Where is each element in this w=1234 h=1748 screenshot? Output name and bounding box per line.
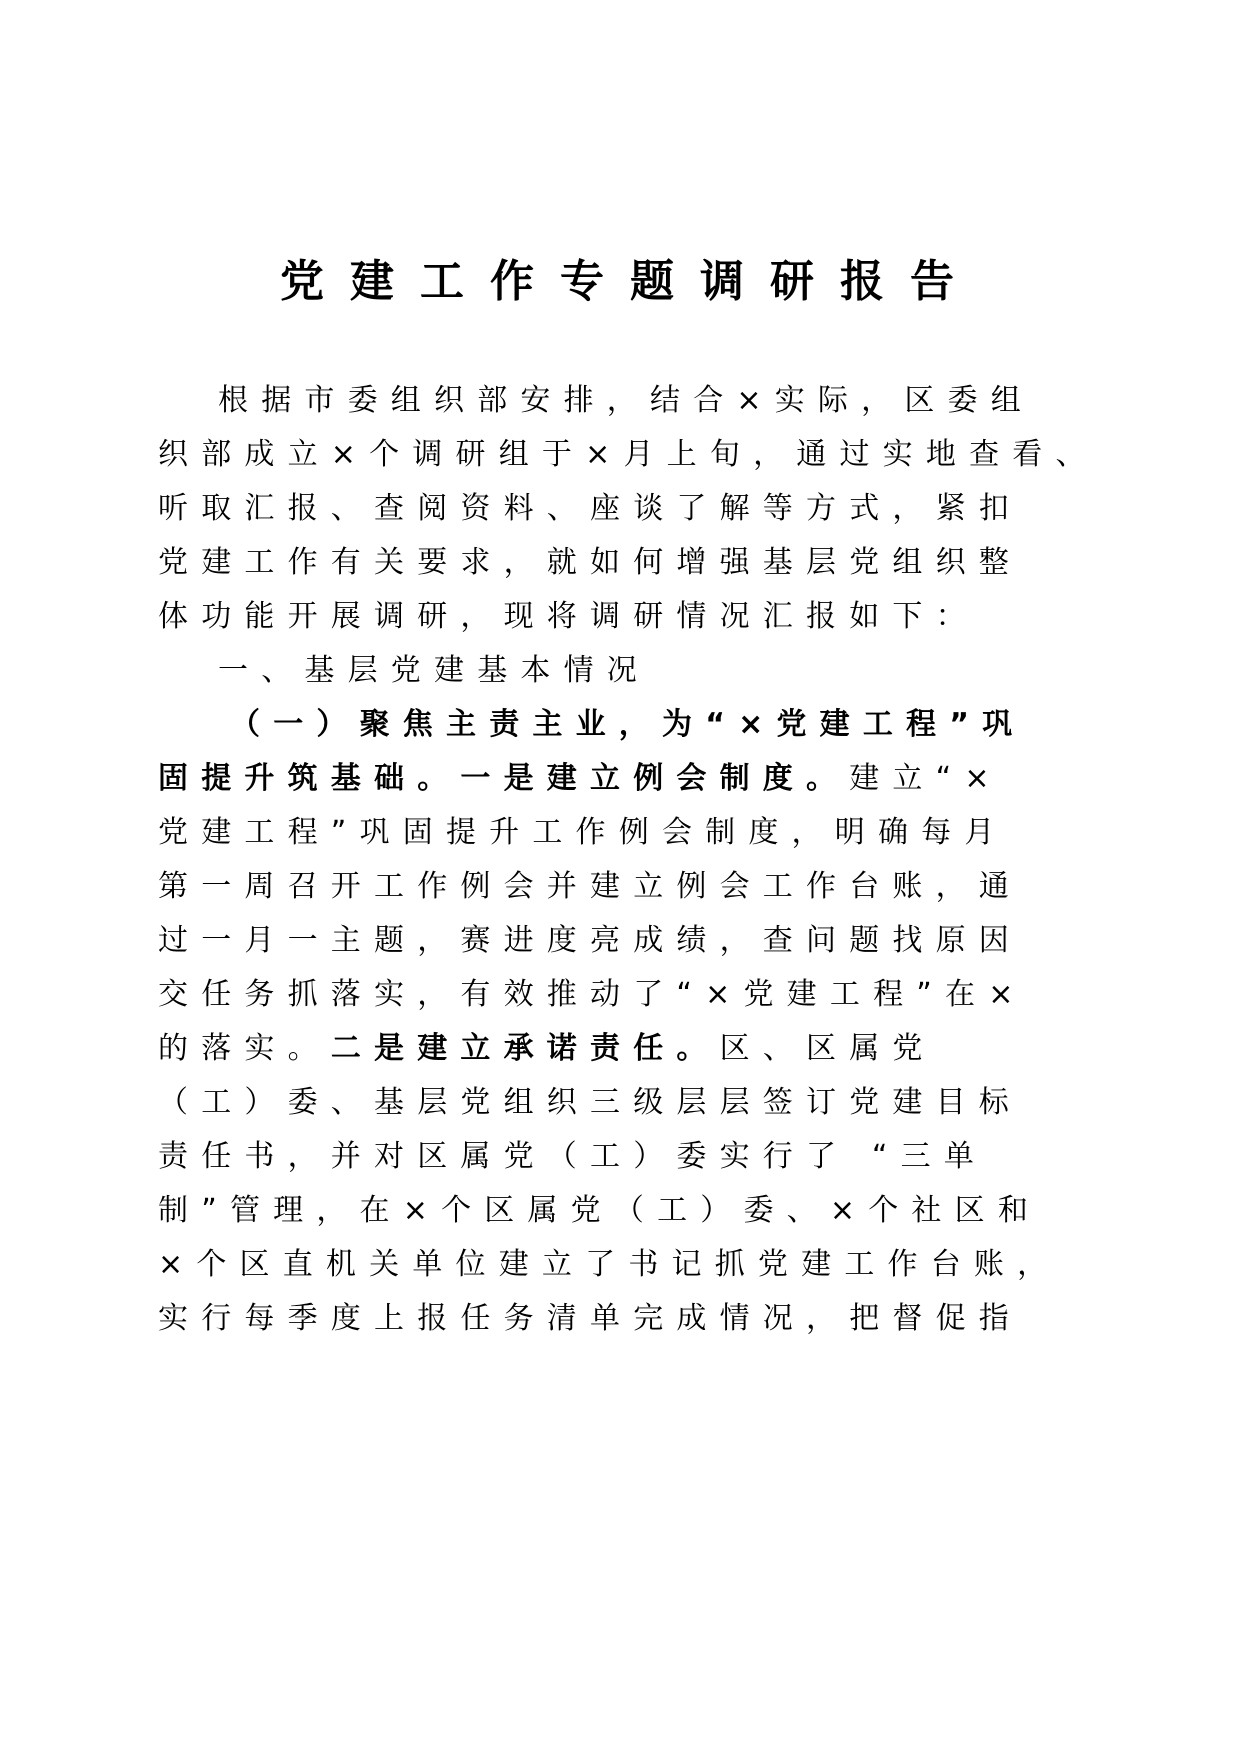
text-line	[158, 1299, 1022, 1339]
text-line	[158, 543, 1022, 583]
text-segment: 过一月一主题，赛进度亮成绩，查问题找原因	[158, 923, 1022, 958]
text-line	[158, 867, 1022, 907]
text-line	[158, 975, 1027, 1015]
text-segment: 的落实。	[158, 1031, 331, 1066]
text-line	[158, 759, 1003, 799]
text-line	[158, 1137, 987, 1177]
bold-text-segment: 二是建立承诺责任。	[330, 1031, 720, 1066]
text-segment: ×个区直机关单位建立了书记抓党建工作台账，	[158, 1247, 1061, 1282]
text-segment: 一、基层党建基本情况	[218, 653, 650, 688]
text-line	[158, 1245, 1060, 1285]
text-line	[218, 651, 650, 691]
bold-text-segment: 固提升筑基础。一是建立例会制度。	[158, 761, 850, 796]
bold-text-segment: （一）聚焦主责主业，为“×党建工程”巩	[230, 707, 1026, 742]
text-line	[158, 489, 1022, 529]
text-segment: 责任书，并对区属党（工）委实行了 “三单	[158, 1139, 988, 1174]
text-segment: 建立“×	[849, 761, 1003, 796]
text-segment: 织部成立×个调研组于×月上旬，通过实地查看、	[158, 437, 1099, 472]
text-line	[158, 1083, 1022, 1123]
text-segment: 体功能开展调研，现将调研情况汇报如下：	[158, 599, 979, 634]
text-segment: 实行每季度上报任务清单完成情况，把督促指	[158, 1301, 1022, 1336]
text-segment: 第一周召开工作例会并建立例会工作台账，通	[158, 869, 1022, 904]
text-line	[158, 1029, 936, 1069]
text-line	[158, 921, 1022, 961]
text-segment: 党建工程”巩固提升工作例会制度，明确每月	[158, 815, 1008, 850]
text-line	[158, 435, 1099, 475]
text-segment: 党建工作有关要求，就如何增强基层党组织整	[158, 545, 1022, 580]
text-line	[158, 1191, 1041, 1231]
document-title: 党建工作专题调研报告	[280, 256, 980, 307]
text-segment: 区、区属党	[719, 1031, 936, 1066]
text-line	[218, 381, 1034, 421]
text-line	[158, 813, 1008, 853]
text-segment: 交任务抓落实，有效推动了“×党建工程”在×	[158, 977, 1027, 1012]
text-line	[230, 705, 1025, 745]
text-segment: （工）委、基层党组织三级层层签订党建目标	[158, 1085, 1022, 1120]
text-segment: 听取汇报、查阅资料、座谈了解等方式，紧扣	[158, 491, 1022, 526]
text-line	[158, 597, 979, 637]
text-segment: 制”管理，在×个区属党（工）委、×个社区和	[158, 1193, 1042, 1228]
text-segment: 根据市委组织部安排，结合×实际，区委组	[218, 383, 1034, 418]
